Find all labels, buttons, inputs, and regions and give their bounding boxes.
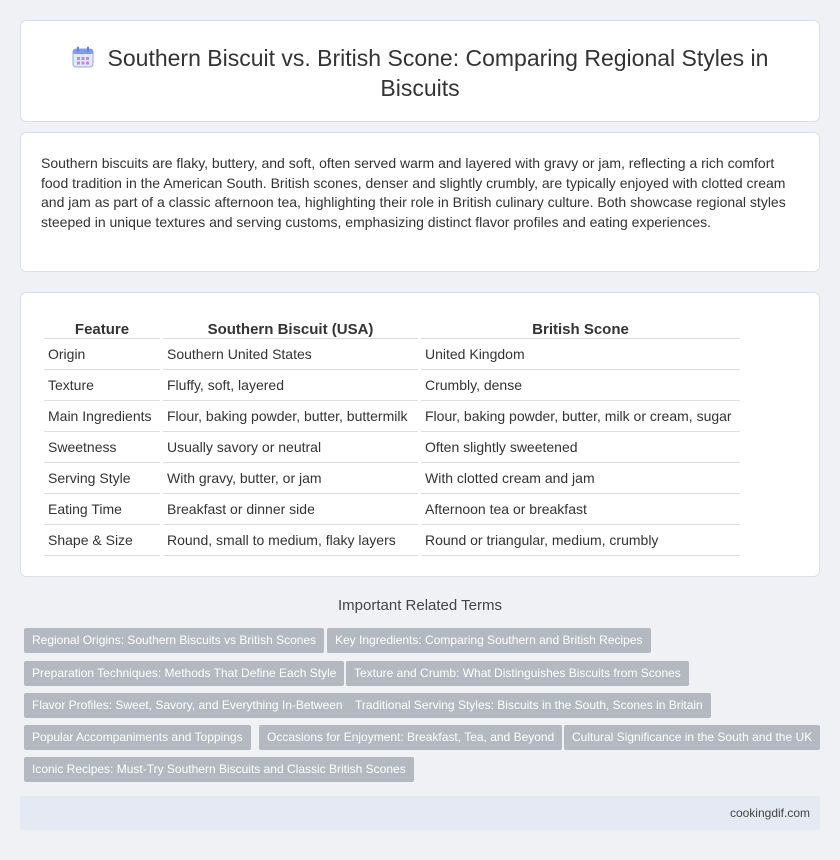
table-row xyxy=(44,463,740,494)
table-row xyxy=(44,525,740,556)
table-cell-biscuit: Usually savory or neutral xyxy=(163,432,418,463)
table-cell-scone: Afternoon tea or breakfast xyxy=(421,494,740,525)
footer-site-link[interactable]: cookingdif.com xyxy=(729,806,810,820)
related-term-tag[interactable]: Regional Origins: Southern Biscuits vs British Scones xyxy=(24,628,324,653)
comparison-table xyxy=(41,313,743,556)
table-cell-scone: Often slightly sweetened xyxy=(421,432,740,463)
table-cell-feature: Shape & Size xyxy=(44,525,160,556)
table-header-row xyxy=(44,313,740,339)
calendar-icon xyxy=(72,46,94,68)
intro-paragraph: Southern biscuits are flaky, buttery, and soft, often served warm and layered with gravy or jam, reflecting a rich comfort food tradition in the American South. British scones, denser and slightly crumbly, are typically enjoyed with clotted cream and jam as part of a classic afternoon tea, highlighting their role in British culinary culture. Both showcase regional styles steeped in unique textures and serving customs, emphasizing distinct flavor profiles and eating experiences. xyxy=(41,155,786,230)
table-cell-scone: Crumbly, dense xyxy=(421,370,740,401)
table-cell-biscuit: With gravy, butter, or jam xyxy=(163,463,418,494)
page-title-text: Southern Biscuit vs. British Scone: Comparing Regional Styles in Biscuits xyxy=(107,45,769,101)
comparison-table-card xyxy=(20,292,820,577)
table-cell-feature: Texture xyxy=(44,370,160,401)
table-cell-biscuit: Fluffy, soft, layered xyxy=(163,370,418,401)
table-cell-feature: Serving Style xyxy=(44,463,160,494)
table-row xyxy=(44,401,740,432)
related-term-tag[interactable]: Cultural Significance in the South and the UK xyxy=(564,725,820,750)
table-cell-biscuit: Flour, baking powder, butter, buttermilk xyxy=(163,401,418,432)
table-cell-feature: Main Ingredients xyxy=(44,401,160,432)
header-feature: Feature xyxy=(44,313,160,339)
table-row xyxy=(44,370,740,401)
related-term-tag[interactable]: Texture and Crumb: What Distinguishes Biscuits from Scones xyxy=(346,661,689,686)
table-cell-biscuit: Southern United States xyxy=(163,339,418,370)
header-card xyxy=(20,20,820,122)
table-cell-feature: Eating Time xyxy=(44,494,160,525)
related-term-tag[interactable]: Iconic Recipes: Must-Try Southern Biscuits and Classic British Scones xyxy=(24,757,414,782)
related-term-tag[interactable]: Occasions for Enjoyment: Breakfast, Tea, and Beyond xyxy=(259,725,562,750)
table-cell-scone: United Kingdom xyxy=(421,339,740,370)
table-row xyxy=(44,494,740,525)
related-terms-title: Important Related Terms xyxy=(338,597,502,614)
table-cell-feature: Origin xyxy=(44,339,160,370)
table-cell-biscuit: Round, small to medium, flaky layers xyxy=(163,525,418,556)
related-term-tag[interactable]: Traditional Serving Styles: Biscuits in the South, Scones in Britain xyxy=(347,693,711,718)
table-row xyxy=(44,432,740,463)
header-british-scone: British Scone xyxy=(421,313,740,339)
table-cell-scone: Round or triangular, medium, crumbly xyxy=(421,525,740,556)
related-term-tag[interactable]: Key Ingredients: Comparing Southern and British Recipes xyxy=(327,628,651,653)
related-term-tag[interactable]: Preparation Techniques: Methods That Define Each Style xyxy=(24,661,344,686)
footer xyxy=(20,796,820,830)
table-row xyxy=(44,339,740,370)
related-term-tag[interactable]: Popular Accompaniments and Toppings xyxy=(24,725,251,750)
table-cell-scone: With clotted cream and jam xyxy=(421,463,740,494)
page-title xyxy=(61,43,779,103)
table-cell-scone: Flour, baking powder, butter, milk or cream, sugar xyxy=(421,401,740,432)
intro-card xyxy=(20,132,820,272)
related-term-tag[interactable]: Flavor Profiles: Sweet, Savory, and Everything In-Between xyxy=(24,693,351,718)
table-cell-feature: Sweetness xyxy=(44,432,160,463)
header-southern-biscuit: Southern Biscuit (USA) xyxy=(163,313,418,339)
table-cell-biscuit: Breakfast or dinner side xyxy=(163,494,418,525)
